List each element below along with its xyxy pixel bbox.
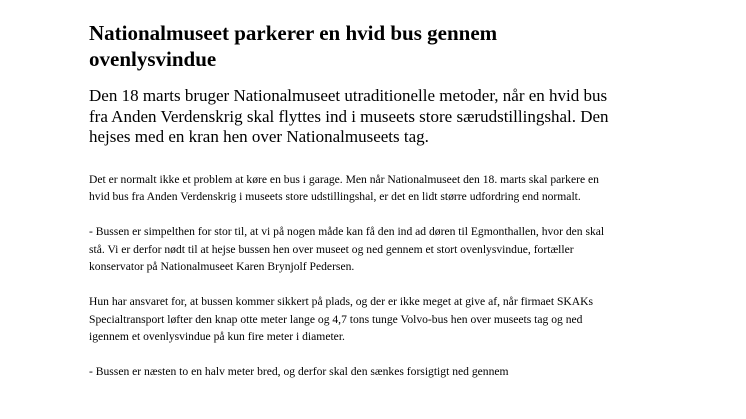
body-paragraph-3: Hun har ansvaret for, at bussen kommer sikkert på plads, og der er ikke meget at give af, når firmaet SKAKs Specialtransport løfter den knap otte meter lange og 4,7 tons tunge Volvo-bus hen over museets tag og ned igennem et ovenlysvindue på kun fire meter i diameter. [89,295,594,343]
article-lead: Den 18 marts bruger Nationalmuseet utraditionelle metoder, når en hvid bus fra Anden Verdenskrig skal flyttes ind i museets store særudstillingshal. Den hejses med en kran hen over Nationalmuseets tag. [89,86,609,146]
article-headline: Nationalmuseet parkerer en hvid bus gennem ovenlysvindue [89,21,498,71]
body-paragraph-1: Det er normalt ikke et problem at køre en bus i garage. Men når Nationalmuseet den 18. marts skal parkere en hvid bus fra Anden Verdenskrig i museets store udstillingshal, er det en lidt større udfordring end normalt. [89,172,599,203]
body-paragraph-2: - Bussen er simpelthen for stor til, at vi på nogen måde kan få den ind ad døren til Egmonthallen, hvor den skal stå. Vi er derfor nødt til at hejse bussen hen over museet og ned gennem et stort ovenlysvindue, fortæller konservator på Nationalmuseet Karen Brynjolf Pedersen. [89,225,605,273]
document-page [89,20,619,398]
body-paragraph-4: - Bussen er næsten to en halv meter bred, og derfor skal den sænkes forsigtigt ned gennem [89,365,509,378]
